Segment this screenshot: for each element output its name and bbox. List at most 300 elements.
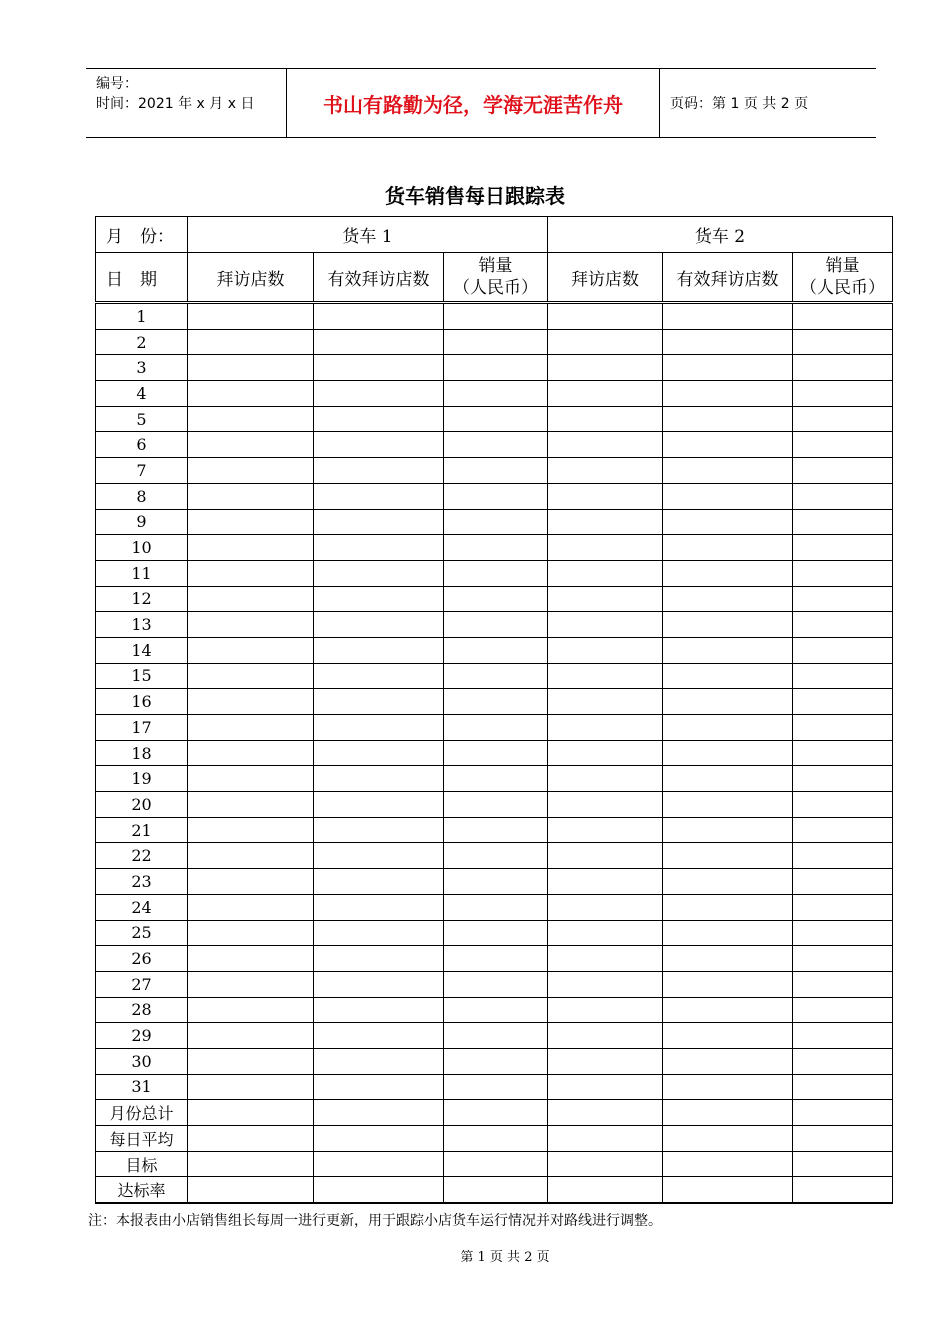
input-cell[interactable] — [663, 689, 793, 715]
input-cell[interactable] — [314, 483, 444, 509]
input-cell[interactable] — [188, 1023, 314, 1049]
input-cell[interactable] — [548, 715, 663, 741]
input-cell[interactable] — [793, 817, 893, 843]
input-cell[interactable] — [444, 689, 548, 715]
input-cell[interactable] — [663, 329, 793, 355]
table-row — [96, 971, 893, 997]
input-cell[interactable] — [548, 406, 663, 432]
input-cell[interactable] — [663, 1126, 793, 1152]
row-label: 21 — [96, 817, 188, 843]
row-label: 18 — [96, 740, 188, 766]
table-row — [96, 792, 893, 818]
input-cell[interactable] — [314, 355, 444, 381]
input-cell[interactable] — [793, 406, 893, 432]
table-row — [96, 689, 893, 715]
input-cell[interactable] — [793, 1074, 893, 1100]
table-row — [96, 355, 893, 381]
input-cell[interactable] — [314, 689, 444, 715]
input-cell[interactable] — [548, 1177, 663, 1203]
input-cell[interactable] — [188, 1100, 314, 1126]
input-cell[interactable] — [793, 946, 893, 972]
truck2-sales-header — [793, 253, 893, 303]
input-cell[interactable] — [548, 766, 663, 792]
input-cell[interactable] — [188, 740, 314, 766]
input-cell[interactable] — [314, 637, 444, 663]
input-cell[interactable] — [548, 792, 663, 818]
input-cell[interactable] — [188, 1048, 314, 1074]
row-label: 29 — [96, 1023, 188, 1049]
currency-label: （人民币） — [800, 278, 885, 298]
row-label: 10 — [96, 535, 188, 561]
table-row — [96, 612, 893, 638]
row-label: 12 — [96, 586, 188, 612]
input-cell[interactable] — [663, 1048, 793, 1074]
row-label: 28 — [96, 997, 188, 1023]
input-cell[interactable] — [314, 817, 444, 843]
input-cell[interactable] — [663, 1023, 793, 1049]
input-cell[interactable] — [548, 1074, 663, 1100]
input-cell[interactable] — [188, 843, 314, 869]
table-row — [96, 663, 893, 689]
input-cell[interactable] — [444, 1177, 548, 1203]
input-cell[interactable] — [663, 303, 793, 330]
input-cell[interactable] — [793, 894, 893, 920]
input-cell[interactable] — [314, 535, 444, 561]
row-label: 8 — [96, 483, 188, 509]
row-label: 月份总计 — [96, 1100, 188, 1126]
input-cell[interactable] — [548, 817, 663, 843]
row-label: 达标率 — [96, 1177, 188, 1203]
row-label: 15 — [96, 663, 188, 689]
input-cell[interactable] — [663, 560, 793, 586]
input-cell[interactable] — [663, 406, 793, 432]
input-cell[interactable] — [314, 586, 444, 612]
input-cell[interactable] — [188, 560, 314, 586]
input-cell[interactable] — [444, 715, 548, 741]
truck1-header: 货车 1 — [188, 217, 548, 253]
input-cell[interactable] — [188, 766, 314, 792]
input-cell[interactable] — [793, 432, 893, 458]
input-cell[interactable] — [663, 715, 793, 741]
input-cell[interactable] — [548, 663, 663, 689]
input-cell[interactable] — [663, 637, 793, 663]
input-cell[interactable] — [188, 535, 314, 561]
date-label: 日 期 — [96, 253, 188, 303]
input-cell[interactable] — [663, 509, 793, 535]
input-cell[interactable] — [548, 329, 663, 355]
input-cell[interactable] — [793, 560, 893, 586]
row-label: 2 — [96, 329, 188, 355]
input-cell[interactable] — [188, 1151, 314, 1177]
input-cell[interactable] — [188, 997, 314, 1023]
table-row — [96, 1151, 893, 1177]
input-cell[interactable] — [444, 869, 548, 895]
table-row — [96, 817, 893, 843]
table-row — [96, 303, 893, 330]
table-row — [96, 843, 893, 869]
table-row — [96, 586, 893, 612]
input-cell[interactable] — [663, 1074, 793, 1100]
input-cell[interactable] — [314, 1151, 444, 1177]
input-cell[interactable] — [663, 843, 793, 869]
input-cell[interactable] — [663, 740, 793, 766]
input-cell[interactable] — [663, 971, 793, 997]
header-motto: 书山有路勤为径，学海无涯苦作舟 — [287, 69, 660, 137]
input-cell[interactable] — [663, 1177, 793, 1203]
input-cell[interactable] — [793, 1048, 893, 1074]
input-cell[interactable] — [444, 458, 548, 484]
input-cell[interactable] — [793, 869, 893, 895]
input-cell[interactable] — [314, 894, 444, 920]
input-cell[interactable] — [793, 920, 893, 946]
input-cell[interactable] — [793, 1177, 893, 1203]
truck1-effective-header: 有效拜访店数 — [314, 253, 444, 303]
row-label: 目标 — [96, 1151, 188, 1177]
row-label: 每日平均 — [96, 1126, 188, 1152]
input-cell[interactable] — [188, 303, 314, 330]
row-label: 11 — [96, 560, 188, 586]
input-cell[interactable] — [444, 612, 548, 638]
row-label: 13 — [96, 612, 188, 638]
input-cell[interactable] — [188, 715, 314, 741]
input-cell[interactable] — [793, 766, 893, 792]
input-cell[interactable] — [548, 1023, 663, 1049]
row-label: 26 — [96, 946, 188, 972]
truck1-visits-header: 拜访店数 — [188, 253, 314, 303]
input-cell[interactable] — [548, 689, 663, 715]
input-cell[interactable] — [548, 740, 663, 766]
input-cell[interactable] — [663, 894, 793, 920]
input-cell[interactable] — [548, 560, 663, 586]
input-cell[interactable] — [314, 740, 444, 766]
month-row — [96, 217, 893, 253]
input-cell[interactable] — [663, 997, 793, 1023]
table-row — [96, 329, 893, 355]
input-cell[interactable] — [663, 792, 793, 818]
input-cell[interactable] — [663, 817, 793, 843]
table-row — [96, 997, 893, 1023]
input-cell[interactable] — [548, 381, 663, 407]
input-cell[interactable] — [188, 689, 314, 715]
page-footer: 第 1 页 共 2 页 — [460, 1250, 550, 1265]
input-cell[interactable] — [314, 920, 444, 946]
input-cell[interactable] — [663, 946, 793, 972]
number-label: 编号： — [96, 76, 138, 92]
time-label: 时间：2021 年 x 月 x 日 — [96, 96, 255, 112]
input-cell[interactable] — [444, 1126, 548, 1152]
table-row — [96, 483, 893, 509]
input-cell[interactable] — [188, 432, 314, 458]
input-cell[interactable] — [793, 483, 893, 509]
input-cell[interactable] — [663, 612, 793, 638]
input-cell[interactable] — [444, 509, 548, 535]
input-cell[interactable] — [663, 381, 793, 407]
input-cell[interactable] — [548, 946, 663, 972]
input-cell[interactable] — [314, 1177, 444, 1203]
input-cell[interactable] — [188, 869, 314, 895]
input-cell[interactable] — [314, 612, 444, 638]
row-label: 3 — [96, 355, 188, 381]
input-cell[interactable] — [548, 483, 663, 509]
input-cell[interactable] — [663, 458, 793, 484]
input-cell[interactable] — [444, 535, 548, 561]
row-label: 30 — [96, 1048, 188, 1074]
table-row — [96, 509, 893, 535]
input-cell[interactable] — [444, 586, 548, 612]
input-cell[interactable] — [548, 997, 663, 1023]
input-cell[interactable] — [663, 766, 793, 792]
input-cell[interactable] — [444, 894, 548, 920]
input-cell[interactable] — [444, 1074, 548, 1100]
input-cell[interactable] — [793, 1100, 893, 1126]
input-cell[interactable] — [314, 1023, 444, 1049]
sales-label: 销量 — [825, 256, 860, 276]
input-cell[interactable] — [188, 792, 314, 818]
input-cell[interactable] — [663, 535, 793, 561]
input-cell[interactable] — [314, 766, 444, 792]
input-cell[interactable] — [793, 303, 893, 330]
input-cell[interactable] — [663, 663, 793, 689]
input-cell[interactable] — [314, 1074, 444, 1100]
input-cell[interactable] — [548, 843, 663, 869]
input-cell[interactable] — [793, 355, 893, 381]
input-cell[interactable] — [444, 355, 548, 381]
input-cell[interactable] — [793, 381, 893, 407]
input-cell[interactable] — [793, 740, 893, 766]
input-cell[interactable] — [793, 586, 893, 612]
table-row — [96, 432, 893, 458]
row-label: 20 — [96, 792, 188, 818]
input-cell[interactable] — [548, 637, 663, 663]
input-cell[interactable] — [444, 432, 548, 458]
input-cell[interactable] — [444, 766, 548, 792]
input-cell[interactable] — [444, 843, 548, 869]
table-row — [96, 1048, 893, 1074]
input-cell[interactable] — [548, 612, 663, 638]
input-cell[interactable] — [188, 1126, 314, 1152]
row-label: 24 — [96, 894, 188, 920]
input-cell[interactable] — [444, 329, 548, 355]
input-cell[interactable] — [663, 1100, 793, 1126]
input-cell[interactable] — [548, 1151, 663, 1177]
input-cell[interactable] — [793, 612, 893, 638]
input-cell[interactable] — [188, 355, 314, 381]
input-cell[interactable] — [314, 381, 444, 407]
input-cell[interactable] — [188, 586, 314, 612]
input-cell[interactable] — [188, 946, 314, 972]
input-cell[interactable] — [793, 535, 893, 561]
table-row — [96, 406, 893, 432]
input-cell[interactable] — [663, 920, 793, 946]
input-cell[interactable] — [188, 458, 314, 484]
input-cell[interactable] — [548, 971, 663, 997]
input-cell[interactable] — [188, 483, 314, 509]
row-label: 7 — [96, 458, 188, 484]
input-cell[interactable] — [793, 971, 893, 997]
row-label: 5 — [96, 406, 188, 432]
input-cell[interactable] — [548, 1100, 663, 1126]
input-cell[interactable] — [314, 663, 444, 689]
input-cell[interactable] — [314, 303, 444, 330]
input-cell[interactable] — [663, 869, 793, 895]
input-cell[interactable] — [444, 406, 548, 432]
input-cell[interactable] — [793, 1151, 893, 1177]
input-cell[interactable] — [548, 303, 663, 330]
input-cell[interactable] — [314, 1048, 444, 1074]
input-cell[interactable] — [314, 971, 444, 997]
input-cell[interactable] — [548, 894, 663, 920]
input-cell[interactable] — [444, 971, 548, 997]
input-cell[interactable] — [444, 1048, 548, 1074]
row-label: 16 — [96, 689, 188, 715]
input-cell[interactable] — [188, 920, 314, 946]
input-cell[interactable] — [444, 792, 548, 818]
row-label: 1 — [96, 303, 188, 330]
input-cell[interactable] — [793, 997, 893, 1023]
table-row — [96, 1023, 893, 1049]
input-cell[interactable] — [663, 1151, 793, 1177]
input-cell[interactable] — [314, 509, 444, 535]
input-cell[interactable] — [444, 920, 548, 946]
table-row — [96, 920, 893, 946]
input-cell[interactable] — [444, 483, 548, 509]
input-cell[interactable] — [188, 612, 314, 638]
input-cell[interactable] — [188, 381, 314, 407]
input-cell[interactable] — [548, 355, 663, 381]
input-cell[interactable] — [314, 869, 444, 895]
input-cell[interactable] — [548, 1048, 663, 1074]
truck1-sales-header — [444, 253, 548, 303]
input-cell[interactable] — [444, 817, 548, 843]
document-title: 货车销售每日跟踪表 — [385, 184, 565, 208]
input-cell[interactable] — [188, 1177, 314, 1203]
row-label: 17 — [96, 715, 188, 741]
input-cell[interactable] — [793, 329, 893, 355]
input-cell[interactable] — [444, 740, 548, 766]
header-page-code: 页码：第 1 页 共 2 页 — [670, 96, 809, 112]
truck2-header: 货车 2 — [548, 217, 893, 253]
table-row — [96, 1126, 893, 1152]
input-cell[interactable] — [314, 458, 444, 484]
row-label: 25 — [96, 920, 188, 946]
input-cell[interactable] — [314, 432, 444, 458]
table-row — [96, 1074, 893, 1100]
footnote: 注：本报表由小店销售组长每周一进行更新，用于跟踪小店货车运行情况并对路线进行调整。 — [88, 1213, 662, 1229]
row-label: 9 — [96, 509, 188, 535]
row-label: 6 — [96, 432, 188, 458]
input-cell[interactable] — [548, 1126, 663, 1152]
input-cell[interactable] — [314, 329, 444, 355]
table-row — [96, 560, 893, 586]
table-row — [96, 946, 893, 972]
input-cell[interactable] — [444, 946, 548, 972]
input-cell[interactable] — [444, 381, 548, 407]
table-row — [96, 766, 893, 792]
input-cell[interactable] — [548, 586, 663, 612]
input-cell[interactable] — [663, 432, 793, 458]
input-cell[interactable] — [663, 355, 793, 381]
input-cell[interactable] — [793, 1126, 893, 1152]
input-cell[interactable] — [188, 817, 314, 843]
row-label: 4 — [96, 381, 188, 407]
row-label: 23 — [96, 869, 188, 895]
input-cell[interactable] — [444, 637, 548, 663]
row-label: 19 — [96, 766, 188, 792]
table-row — [96, 458, 893, 484]
input-cell[interactable] — [188, 1074, 314, 1100]
row-label: 22 — [96, 843, 188, 869]
table-row — [96, 740, 893, 766]
tracking-table — [95, 216, 893, 1204]
input-cell[interactable] — [793, 715, 893, 741]
input-cell[interactable] — [188, 509, 314, 535]
currency-label: （人民币） — [453, 278, 538, 298]
table-row — [96, 1177, 893, 1203]
input-cell[interactable] — [188, 406, 314, 432]
truck2-visits-header: 拜访店数 — [548, 253, 663, 303]
input-cell[interactable] — [663, 483, 793, 509]
input-cell[interactable] — [314, 715, 444, 741]
input-cell[interactable] — [793, 458, 893, 484]
input-cell[interactable] — [314, 792, 444, 818]
input-cell[interactable] — [444, 1023, 548, 1049]
input-cell[interactable] — [188, 894, 314, 920]
input-cell[interactable] — [444, 560, 548, 586]
input-cell[interactable] — [444, 663, 548, 689]
input-cell[interactable] — [444, 1100, 548, 1126]
input-cell[interactable] — [314, 997, 444, 1023]
table-row — [96, 381, 893, 407]
input-cell[interactable] — [548, 458, 663, 484]
row-label: 31 — [96, 1074, 188, 1100]
input-cell[interactable] — [663, 586, 793, 612]
input-cell[interactable] — [314, 843, 444, 869]
row-label: 27 — [96, 971, 188, 997]
input-cell[interactable] — [793, 509, 893, 535]
table-row — [96, 869, 893, 895]
input-cell[interactable] — [793, 637, 893, 663]
input-cell[interactable] — [314, 406, 444, 432]
input-cell[interactable] — [793, 1023, 893, 1049]
input-cell[interactable] — [188, 663, 314, 689]
input-cell[interactable] — [444, 303, 548, 330]
input-cell[interactable] — [314, 560, 444, 586]
input-cell[interactable] — [444, 997, 548, 1023]
input-cell[interactable] — [314, 1126, 444, 1152]
table-row — [96, 535, 893, 561]
input-cell[interactable] — [548, 509, 663, 535]
input-cell[interactable] — [188, 971, 314, 997]
table-row — [96, 1100, 893, 1126]
input-cell[interactable] — [548, 535, 663, 561]
page-header — [86, 68, 876, 138]
header-meta — [86, 69, 287, 137]
input-cell[interactable] — [548, 869, 663, 895]
table-row — [96, 715, 893, 741]
input-cell[interactable] — [188, 329, 314, 355]
input-cell[interactable] — [314, 946, 444, 972]
input-cell[interactable] — [793, 792, 893, 818]
input-cell[interactable] — [548, 920, 663, 946]
input-cell[interactable] — [444, 1151, 548, 1177]
truck2-effective-header: 有效拜访店数 — [663, 253, 793, 303]
input-cell[interactable] — [314, 1100, 444, 1126]
input-cell[interactable] — [793, 663, 893, 689]
input-cell[interactable] — [548, 432, 663, 458]
input-cell[interactable] — [793, 843, 893, 869]
input-cell[interactable] — [188, 637, 314, 663]
input-cell[interactable] — [793, 689, 893, 715]
